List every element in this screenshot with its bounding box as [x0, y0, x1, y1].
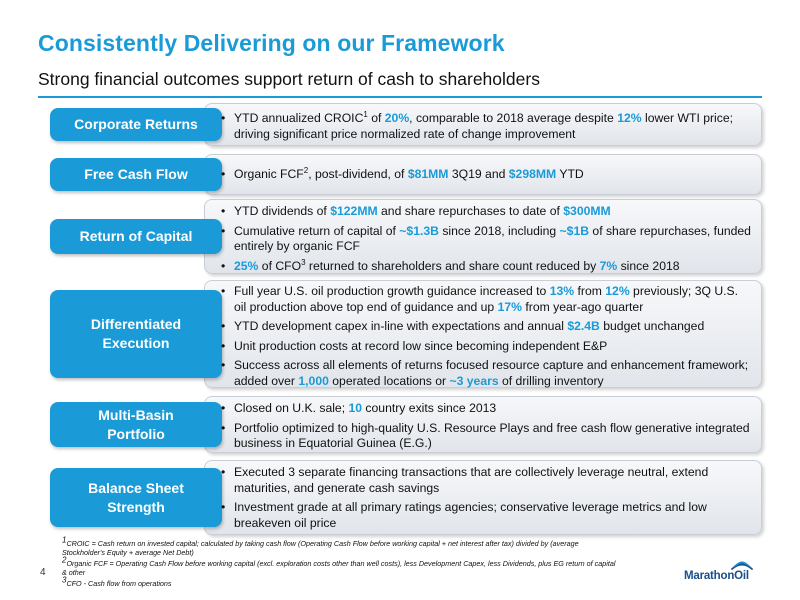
row-return-of-capital	[50, 199, 762, 274]
bullet-text: country exits since 2013	[362, 401, 497, 415]
bullet-text: of share repurchases, funded entirely by organic FCF	[234, 223, 751, 253]
bullet-item	[220, 111, 752, 142]
row-multi-basin-portfolio	[50, 396, 762, 453]
highlight-value: 20%	[384, 111, 410, 125]
bullet-text: previously; 3Q U.S. oil production above top end of guidance and up	[234, 284, 739, 314]
row-label: Differentiated Execution	[50, 290, 222, 378]
bullet-text: Success across all elements of returns focused resource capture and enhancement framework; added over	[234, 358, 749, 388]
bullet-text: YTD	[556, 167, 584, 181]
bullet-list	[220, 204, 752, 278]
bullet-text: Full year U.S. oil production growth guidance increased to	[234, 284, 550, 298]
bullet-text: from year-ago quarter	[522, 299, 644, 314]
footnote-2: $^2$Organic FCF = Operating Cash Flow before working capital (excl. exploration costs other than well costs), less Development Capex, less Dividends, plus EG return of capital & other	[62, 555, 616, 577]
footnote-ref: 1	[363, 109, 368, 119]
bullet-text: YTD annualized CROIC	[234, 111, 364, 125]
highlight-value: $2.4B	[567, 319, 600, 333]
footnote-1: $^1$CROIC = Cash return on invested capital; calculated by taking cash flow (Operating Cash Flow before working capital + net interest after tax) divided by (average Stockholder's Equity + average Net Debt)	[62, 535, 579, 557]
bullet-item	[220, 500, 752, 531]
bullet-item	[220, 421, 752, 452]
bullet-text: Closed on U.K. sale;	[234, 401, 349, 415]
bullet-text: of CFO	[258, 258, 302, 273]
bullet-item	[220, 339, 752, 355]
bullet-text: since 2018	[617, 258, 680, 273]
highlight-value: 17%	[497, 299, 522, 314]
row-label: Balance Sheet Strength	[50, 468, 222, 527]
highlight-value: ~3 years	[449, 373, 499, 388]
bullet-list	[220, 284, 752, 393]
bullet-text: Executed 3 separate financing transactions that are collectively leverage neutral, extend maturities, and generate cash savings	[234, 465, 709, 495]
highlight-value: 12%	[617, 111, 642, 125]
highlight-value: 12%	[605, 284, 630, 298]
bullet-item	[220, 401, 752, 417]
bullet-item	[220, 319, 752, 335]
bullet-item	[220, 259, 752, 275]
highlight-value: 10	[348, 401, 363, 415]
bullet-item	[220, 465, 752, 496]
bullet-text: Cumulative return of capital of	[234, 223, 400, 238]
bullet-list	[220, 167, 752, 187]
bullet-text: Investment grade at all primary ratings agencies; conservative leverage metrics and low breakeven oil price	[234, 500, 707, 530]
logo-wordmark: MarathonOil	[684, 570, 749, 582]
bullet-text: of	[367, 111, 385, 125]
bullet-list	[220, 401, 752, 456]
highlight-value: 1,000	[298, 373, 329, 388]
bullet-text: YTD dividends of	[234, 204, 331, 218]
bullet-text: Organic FCF	[234, 167, 304, 181]
bullet-text: and share repurchases to date of	[377, 204, 564, 218]
page-number: 4	[40, 567, 46, 578]
row-balance-sheet-strength	[50, 460, 762, 535]
bullet-text: returned to shareholders and share count reduced by	[305, 258, 600, 273]
highlight-value: $300MM	[563, 204, 611, 218]
highlight-value: $298MM	[508, 167, 557, 181]
bullet-item	[220, 284, 752, 315]
bullet-text: from	[574, 284, 606, 298]
footnotes	[62, 535, 622, 590]
page-subtitle: Strong financial outcomes support return of cash to shareholders	[38, 69, 540, 89]
row-label: Multi-Basin Portfolio	[50, 402, 222, 447]
page-title: Consistently Delivering on our Framework	[38, 30, 505, 56]
bullet-text: YTD development capex in-line with expectations and annual	[234, 319, 568, 333]
row-differentiated-execution	[50, 280, 762, 388]
row-corporate-returns	[50, 103, 762, 146]
bullet-text: , post-dividend, of	[308, 167, 408, 181]
bullet-text: lower WTI price; driving significant price normalized rate of change improvement	[234, 111, 734, 141]
bullet-item	[220, 167, 752, 183]
bullet-text: of drilling inventory	[498, 373, 604, 388]
bullet-text: operated locations or	[328, 373, 450, 388]
bullet-text: since 2018, including	[438, 223, 560, 238]
highlight-value: ~$1B	[559, 223, 590, 238]
footnote-ref: 3	[301, 257, 306, 267]
bullet-list	[220, 111, 752, 146]
highlight-value: $122MM	[330, 204, 378, 218]
bullet-list	[220, 465, 752, 535]
row-free-cash-flow	[50, 154, 762, 195]
row-label: Return of Capital	[50, 219, 222, 254]
bullet-text: 3Q19 and	[448, 167, 509, 181]
footnote-ref: 2	[303, 165, 309, 175]
bullet-text: , comparable to 2018 average despite	[409, 111, 618, 125]
highlight-value: ~$1.3B	[399, 223, 439, 238]
row-label: Corporate Returns	[50, 108, 222, 141]
highlight-value: 13%	[549, 284, 575, 298]
bullet-item	[220, 224, 752, 255]
bullet-text: budget unchanged	[599, 319, 705, 333]
bullet-item	[220, 358, 752, 389]
footnote-3: $^3$CFO - Cash flow from operations	[62, 575, 172, 588]
highlight-value: 7%	[599, 258, 618, 273]
highlight-value: $81MM	[407, 167, 449, 181]
highlight-value: 25%	[234, 258, 259, 273]
bullet-item	[220, 204, 752, 220]
bullet-text: Unit production costs at record low since becoming independent E&P	[234, 338, 608, 353]
row-label: Free Cash Flow	[50, 158, 222, 191]
bullet-text: Portfolio optimized to high-quality U.S. Resource Plays and free cash flow generative integrated business in Equatorial Guinea (E.G.)	[234, 420, 750, 450]
title-divider	[38, 96, 762, 98]
